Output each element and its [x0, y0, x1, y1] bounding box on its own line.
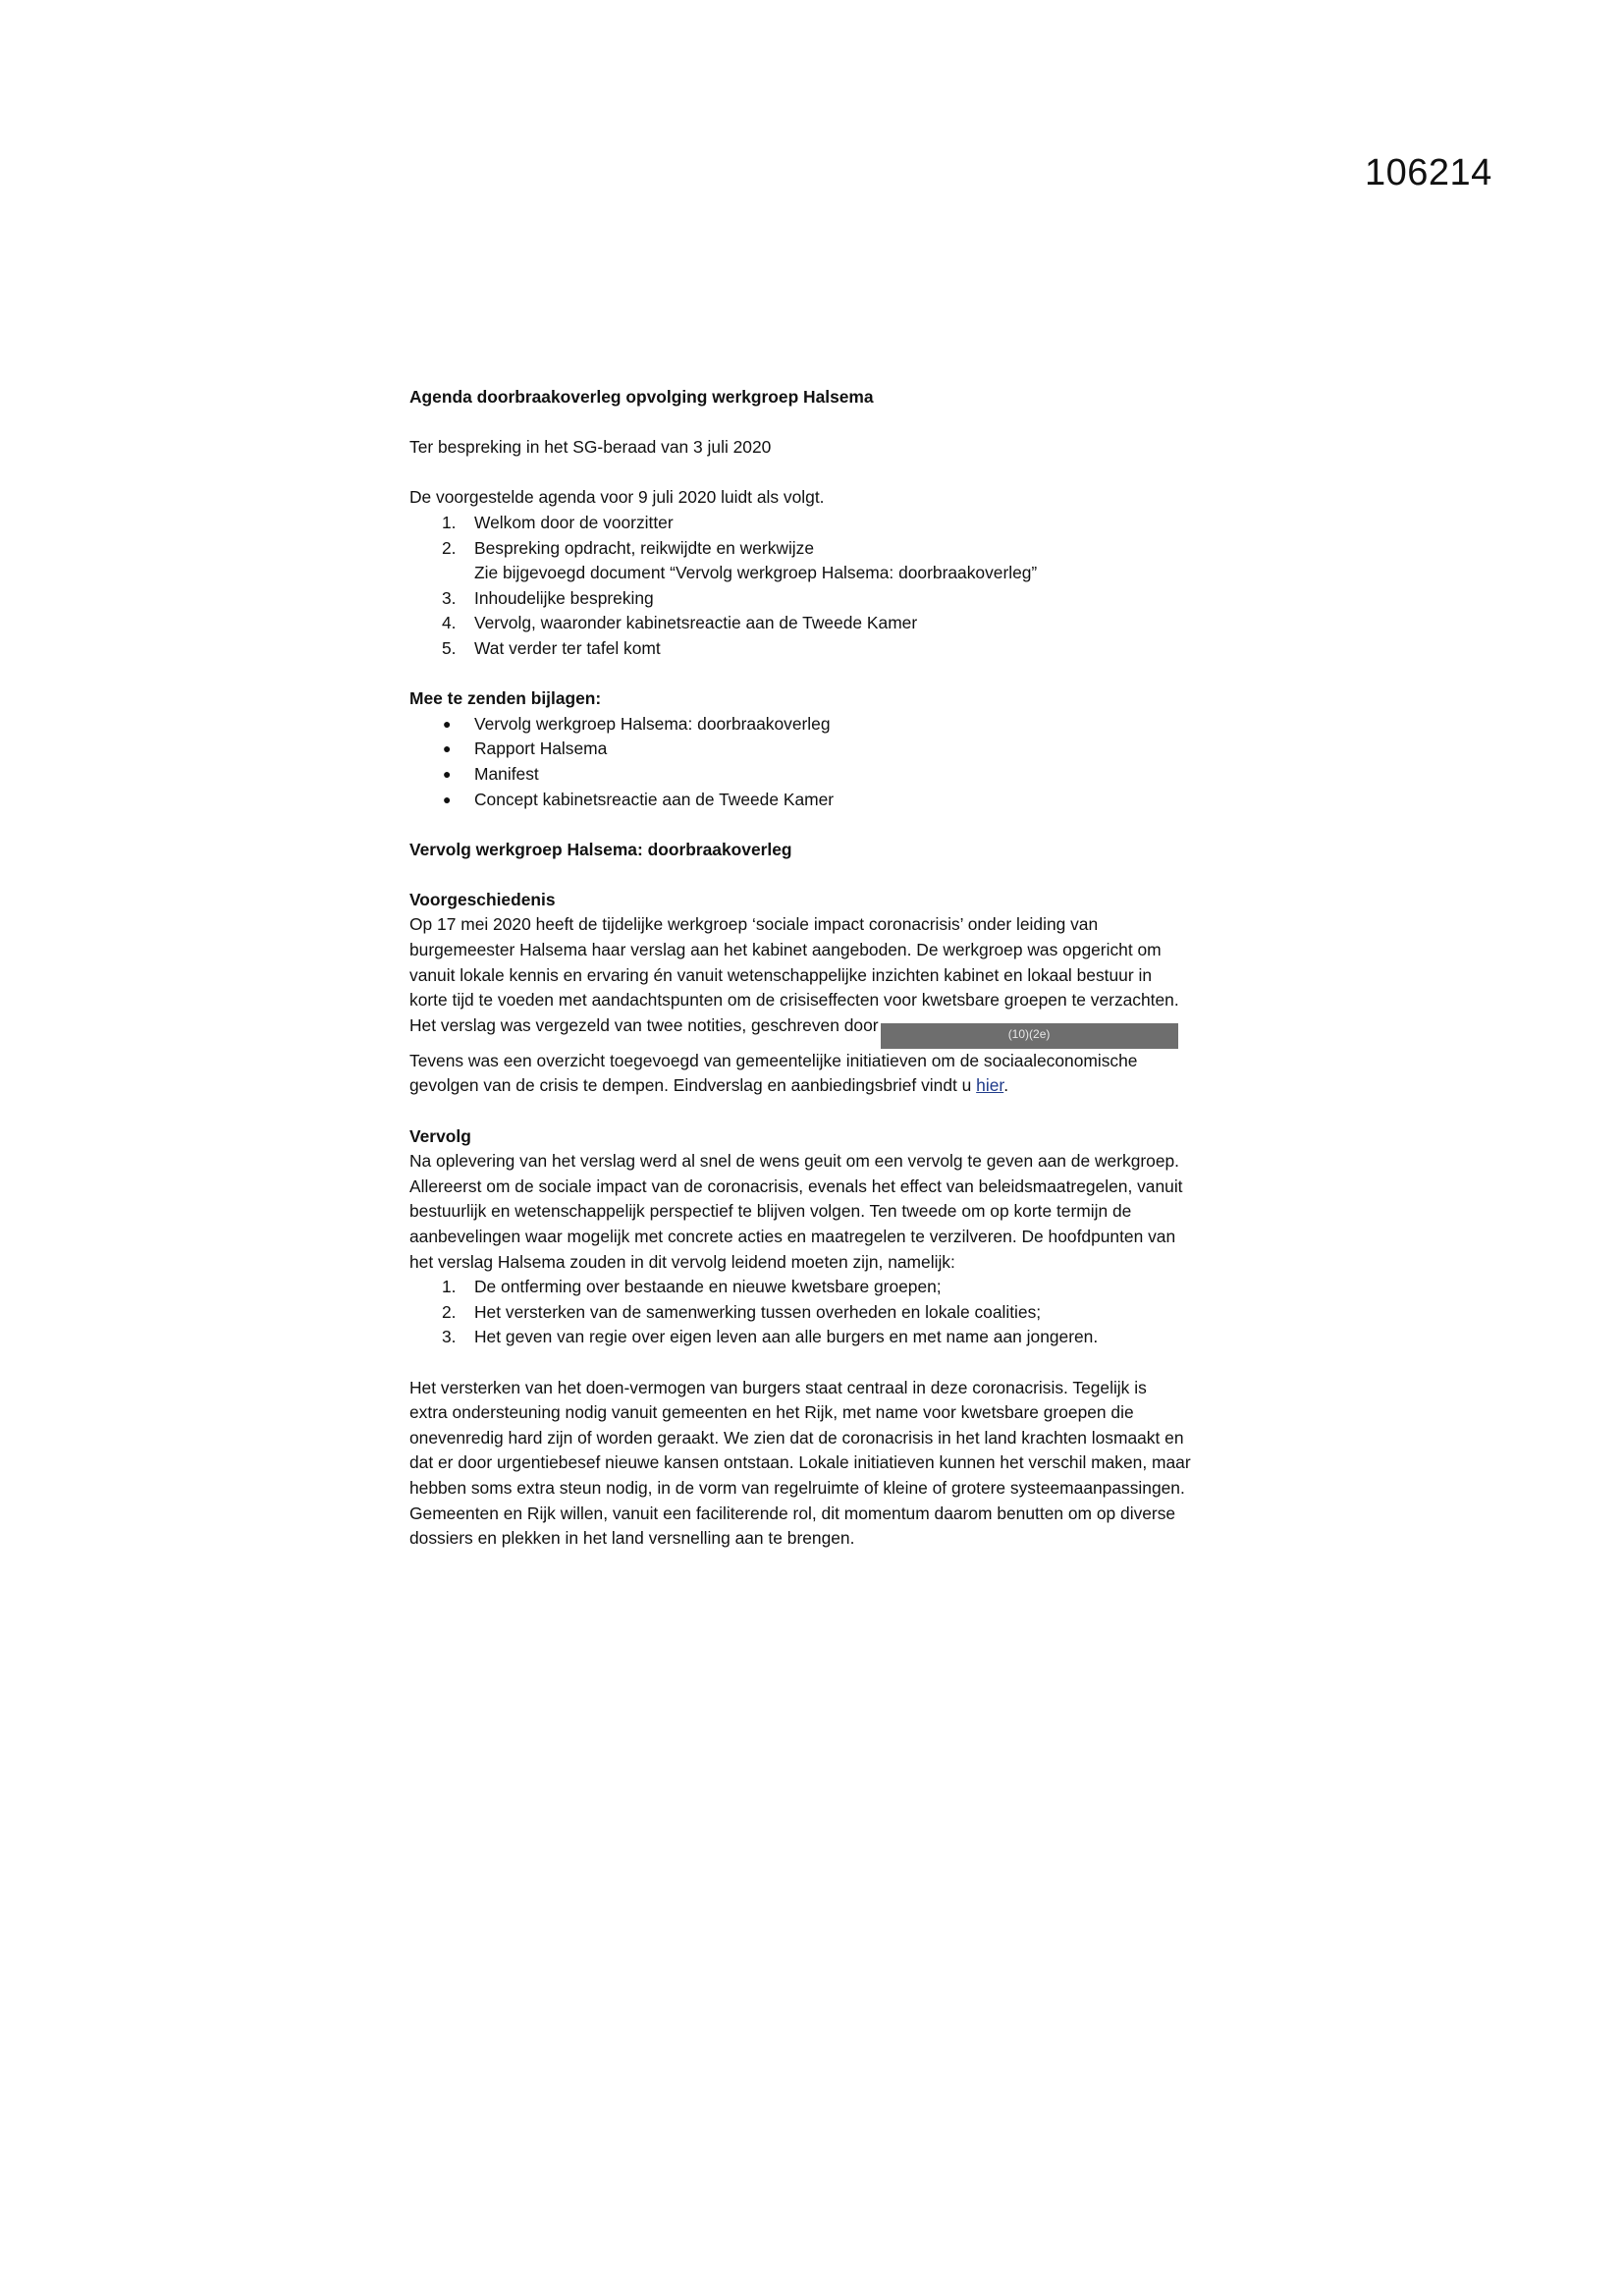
bullet-icon: ● — [443, 715, 452, 732]
bullet-icon: ● — [443, 765, 452, 782]
text-line: Tevens was een overzicht toegevoegd van gemeentelijke initiatieven om de sociaaleconomische — [409, 1050, 1138, 1070]
text-line: vanuit lokale kennis en ervaring én vanuit wetenschappelijke inzichten kabinet en lokaal bestuur in — [409, 964, 1153, 985]
text-line: dat er door urgentiebesef nieuwe kansen ontstaan. Lokale initiatieven kunnen het verschil maken, maar — [409, 1452, 1191, 1473]
list-item: ● Concept kabinetsreactie aan de Tweede Kamer — [409, 788, 1234, 813]
text-line: burgemeester Halsema haar verslag aan het kabinet aangeboden. De werkgroep was opgericht om — [409, 940, 1162, 960]
text-line: gevolgen van de crisis te dempen. Eindverslag en aanbiedingsbrief vindt u hier. — [409, 1075, 1009, 1096]
list-item: 3. Het geven van regie over eigen leven aan alle burgers en met name aan jongeren. — [442, 1327, 1099, 1347]
text-line: Het versterken van het doen-vermogen van burgers staat centraal in deze coronacrisis. Tegelijk is — [409, 1377, 1147, 1397]
agenda-intro: De voorgestelde agenda voor 9 juli 2020 luidt als volgt. — [409, 487, 825, 508]
voorgeschiedenis-heading: Voorgeschiedenis — [409, 889, 556, 909]
text-line: het verslag Halsema zouden in dit vervolg leidend moeten zijn, namelijk: — [409, 1251, 955, 1272]
vervolg-list — [409, 1275, 1234, 1350]
page-number: 106214 — [1365, 152, 1492, 193]
agenda-title: Agenda doorbraakoverleg opvolging werkgroep Halsema — [409, 387, 874, 407]
text-line: bestuurlijk en wetenschappelijk perspectief te blijven volgen. Ten tweede om op korte termijn de — [409, 1201, 1132, 1222]
text-line: extra ondersteuning nodig vanuit gemeenten en het Rijk, met name voor kwetsbare groepen die — [409, 1402, 1134, 1423]
list-item: 4. Vervolg, waaronder kabinetsreactie aan de Tweede Kamer — [442, 613, 918, 633]
list-item: 1. Welkom door de voorzitter — [442, 512, 674, 532]
text-line: Gemeenten en Rijk willen, vanuit een faciliterende rol, dit momentum daarom benutten om op diverse — [409, 1503, 1176, 1523]
text-line: dossiers en plekken in het land versnelling aan te brengen. — [409, 1528, 855, 1549]
list-item: ● Rapport Halsema — [409, 737, 1234, 762]
document-body — [409, 385, 1234, 1552]
text-line: Na oplevering van het verslag werd al snel de wens geuit om een vervolg te geven aan de werkgroep. — [409, 1151, 1180, 1172]
attachments-list — [409, 712, 1234, 812]
list-item: 5. Wat verder ter tafel komt — [442, 637, 661, 658]
text-line: onevenredig hard zijn of worden geraakt. We zien dat de coronacrisis in het land krachten losmaakt en — [409, 1427, 1184, 1448]
agenda-list — [409, 511, 1234, 662]
list-item: ● Vervolg werkgroep Halsema: doorbraakoverleg — [409, 712, 1234, 738]
text-line: aanbevelingen waar mogelijk met concrete acties en maatregelen te verzilveren. De hoofdpunten van — [409, 1227, 1176, 1246]
text-line: Op 17 mei 2020 heeft de tijdelijke werkgroep ‘sociale impact coronacrisis’ onder leiding van — [409, 914, 1099, 935]
list-item: Zie bijgevoegd document “Vervolg werkgroep Halsema: doorbraakoverleg” — [474, 563, 1038, 583]
text-line: hebben soms extra steun nodig, in de vorm van regelruimte of kleine of grotere systeemaanpassingen. — [409, 1477, 1185, 1498]
section-title: Vervolg werkgroep Halsema: doorbraakoverleg — [409, 839, 792, 859]
hier-link[interactable]: hier — [976, 1075, 1004, 1096]
redaction-box: (10)(2e) — [881, 1023, 1178, 1049]
text-line: korte tijd te voeden met aandachtspunten om de crisiseffecten voor kwetsbare groepen te verzachten. — [409, 990, 1179, 1011]
agenda-subtitle: Ter bespreking in het SG-beraad van 3 juli 2020 — [409, 437, 772, 458]
attachments-heading: Mee te zenden bijlagen: — [409, 688, 602, 709]
list-item: 2. Bespreking opdracht, reikwijdte en werkwijze — [442, 537, 815, 558]
text-line: Allereerst om de sociale impact van de coronacrisis, evenals het effect van beleidsmaatregelen, vanuit — [409, 1175, 1183, 1196]
bullet-icon: ● — [443, 791, 452, 807]
text-line: Het verslag was vergezeld van twee notities, geschreven door (10)(2e) — [409, 1013, 1234, 1049]
bullet-icon: ● — [443, 740, 452, 757]
vervolg-heading: Vervolg — [409, 1125, 471, 1146]
list-item: 1. De ontferming over bestaande en nieuwe kwetsbare groepen; — [442, 1277, 942, 1297]
list-item: ● Manifest — [409, 762, 1234, 788]
list-item: 2. Het versterken van de samenwerking tussen overheden en lokale coalities; — [442, 1301, 1042, 1322]
list-item: 3. Inhoudelijke bespreking — [442, 587, 654, 608]
